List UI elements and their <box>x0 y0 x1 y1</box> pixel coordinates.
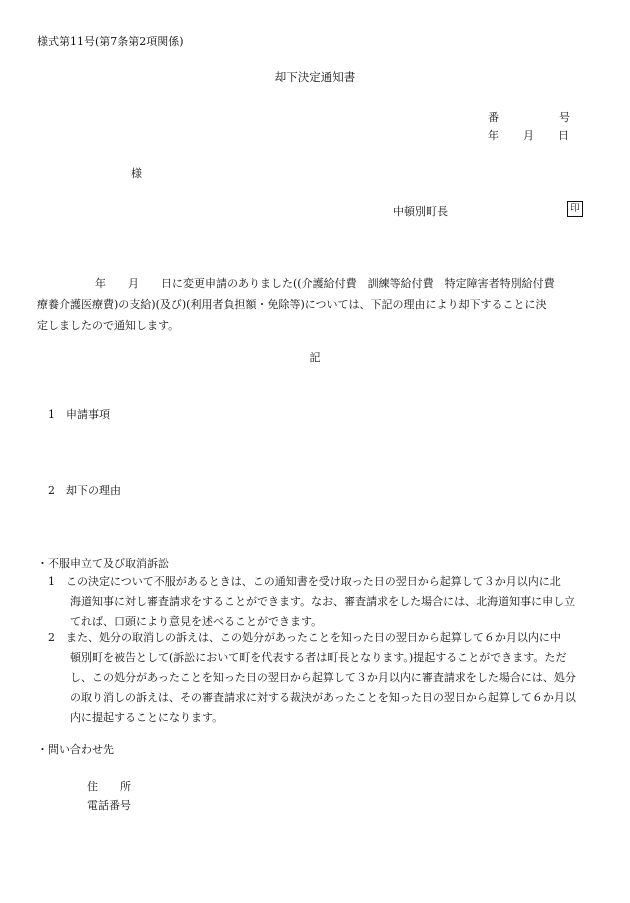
item-application: 1 申請事項 <box>48 408 110 421</box>
body-line: 療養介護医療費)の支給)(及び)(利用者負担額・免除等)については、下記の理由により却下することに決 <box>37 298 547 311</box>
item-rejection-reason: 2 却下の理由 <box>48 484 121 497</box>
ki-heading: 記 <box>309 351 321 364</box>
appeal-heading: ・不服申立て及び取消訴訟 <box>37 557 169 570</box>
number-label: 番 <box>488 111 499 124</box>
seal-mark: 印 <box>567 201 583 217</box>
appeal-paragraph-1 <box>48 572 603 632</box>
document-number <box>488 109 570 125</box>
number-suffix: 号 <box>559 111 570 124</box>
para-line: 内に提起することになります。 <box>70 711 224 724</box>
para-line: 頓別町を被告として(訴訟において町を代表する者は町長となります。)提起することができます。ただ <box>70 651 567 664</box>
date-month: 月 <box>523 129 534 142</box>
date-day: 日 <box>558 129 569 142</box>
para-line: 1 この決定について不服があるときは、この通知書を受け取った日の翌日から起算して３か月以内に北 <box>48 575 561 588</box>
para-line: 海道知事に対し審査請求をすることができます。なお、審査請求をした場合には、北海道知事に申し立 <box>70 595 576 608</box>
para-line: し、この処分があったことを知った日の翌日から起算して３か月以内に審査請求をした場合には、処分 <box>70 671 576 684</box>
recipient-suffix: 様 <box>131 167 142 180</box>
date-year: 年 <box>488 129 499 142</box>
appeal-paragraph-2 <box>48 628 603 728</box>
para-line: の取り消しの訴えは、その審査請求に対する裁決があったことを知った日の翌日から起算して６か月以 <box>70 691 576 704</box>
notice-body <box>37 273 597 336</box>
address-label: 住 所 <box>87 780 131 793</box>
form-label: 様式第11号(第7条第2項関係) <box>37 35 184 48</box>
document-title: 却下決定通知書 <box>274 70 356 84</box>
para-line: 2 また、処分の取消しの訴えは、この処分があったことを知った日の翌日から起算して６か月以内に中 <box>48 631 561 644</box>
phone-label: 電話番号 <box>87 799 131 812</box>
para-line: てれば、口頭により意見を述べることができます。 <box>70 615 323 628</box>
body-line: 年 月 日に変更申請のありました((介護給付費 訓練等給付費 特定障害者特別給付費 <box>95 277 555 290</box>
sender-name: 中頓別町長 <box>393 205 448 218</box>
document-date <box>488 127 569 143</box>
contact-heading: ・問い合わせ先 <box>37 743 114 756</box>
body-line: 定しましたので通知します。 <box>37 319 180 332</box>
